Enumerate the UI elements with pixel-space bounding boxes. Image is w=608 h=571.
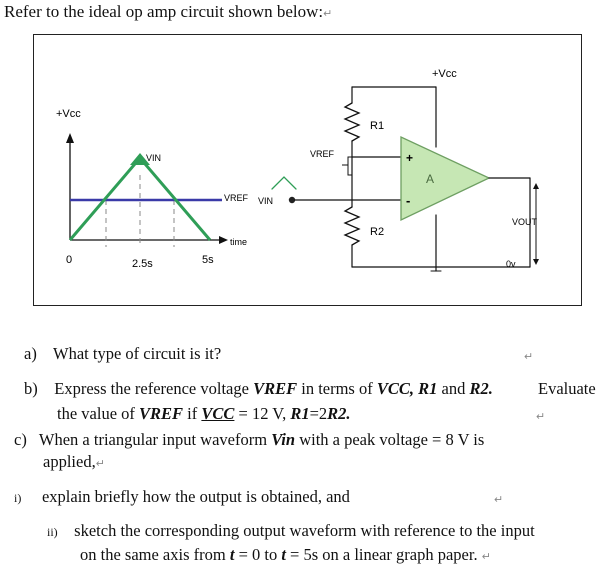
- r1-resistor: [345, 103, 359, 141]
- return-mark-ci: ↵: [494, 494, 504, 506]
- graph-vref-label: VREF: [224, 193, 249, 203]
- graph-time-label: time: [230, 237, 248, 247]
- graph-vcc-label: +Vcc: [56, 108, 81, 120]
- return-mark-b: ↵: [536, 411, 546, 423]
- question-c-ii: ii) sketch the corresponding output waveform with reference to the input: [47, 521, 535, 540]
- x-axis-arrow: [219, 236, 228, 244]
- question-c-ii-line2: on the same axis from t = 0 to t = 5s on a linear graph paper. ↵: [80, 545, 491, 564]
- graph-tick-5s: 5s: [202, 254, 214, 266]
- figure-svg: [34, 35, 583, 307]
- return-mark: ↵: [323, 8, 333, 20]
- r1-label: R1: [370, 120, 385, 132]
- vout-label: VOUT: [512, 217, 538, 227]
- circuit-vref-label: VREF: [310, 149, 335, 159]
- vout-arrow-tail: [533, 259, 539, 265]
- vout-arrow-head: [533, 183, 539, 189]
- vref-symbol: VREF: [253, 379, 298, 398]
- question-c-i: i) explain briefly how the output is obtained, and: [14, 487, 350, 506]
- waveform-graph: [56, 108, 249, 270]
- graph-tick-2-5s: 2.5s: [132, 258, 153, 270]
- graph-origin-label: 0: [66, 254, 73, 266]
- question-b: b) Express the reference voltage VREF in terms of VCC, R1 and R2.: [24, 379, 493, 398]
- vin-symbol: Vin: [271, 430, 296, 449]
- y-axis-arrow: [66, 133, 74, 143]
- zero-volt-label: 0v: [506, 259, 516, 269]
- opamp-label: A: [426, 172, 435, 186]
- question-c: c) When a triangular input waveform Vin with a peak voltage = 8 V is: [14, 430, 485, 449]
- circuit-figure: [33, 34, 582, 306]
- vref-brace: [342, 157, 352, 175]
- question-c-line2: applied,↵: [43, 452, 105, 471]
- r2-label: R2: [370, 226, 385, 238]
- vin-terminal: [289, 197, 295, 203]
- intro-text: Refer to the ideal op amp circuit shown below:↵: [4, 2, 333, 21]
- question-b-line2: the value of VREF if VCC = 12 V, R1=2R2.: [57, 404, 351, 423]
- circuit-vin-label: VIN: [258, 196, 274, 206]
- opamp-triangle: [401, 137, 489, 220]
- r2-resistor: [345, 207, 359, 245]
- opamp-circuit: [258, 68, 539, 271]
- vcc-symbol: VCC: [201, 404, 235, 423]
- question-a: a) What type of circuit is it?: [24, 344, 222, 363]
- circuit-vcc-label: +Vcc: [432, 68, 457, 80]
- vin-mini-wave: [272, 177, 296, 189]
- return-mark-a: ↵: [524, 351, 534, 363]
- graph-vin-label: VIN: [146, 153, 162, 163]
- evaluate-word: Evaluate: [538, 379, 596, 398]
- plus-terminal-label: +: [406, 151, 414, 165]
- minus-terminal-label: -: [406, 193, 411, 208]
